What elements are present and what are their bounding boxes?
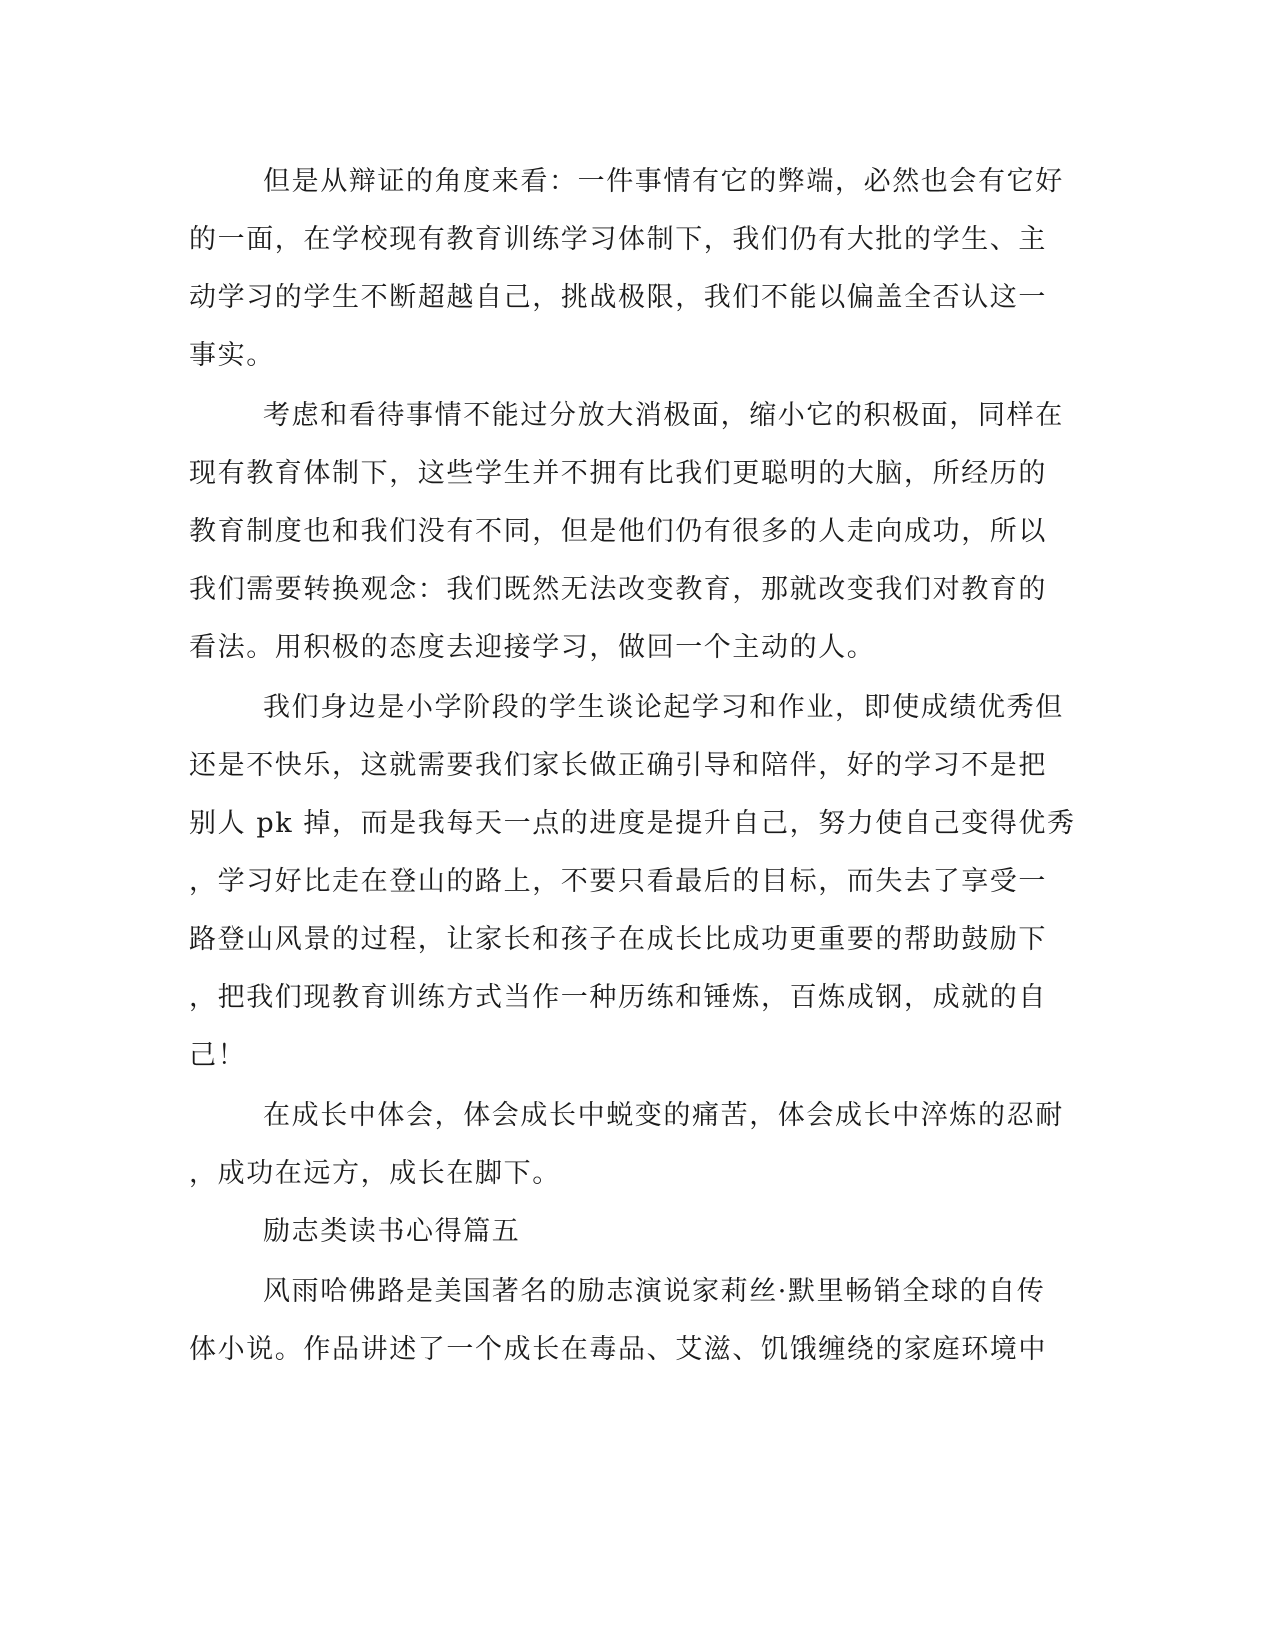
paragraph-1-line-3: 动学习的学生不断超越自己，挑战极限，我们不能以偏盖全否认这一 bbox=[189, 282, 1047, 313]
paragraph-3-line-2: 还是不快乐，这就需要我们家长做正确引导和陪伴，好的学习不是把 bbox=[189, 750, 1047, 781]
paragraph-3-line-4: ，学习好比走在登山的路上，不要只看最后的目标，而失去了享受一 bbox=[189, 866, 1047, 897]
paragraph-3-line-7: 己！ bbox=[189, 1040, 247, 1071]
paragraph-5-line-2: 体小说。作品讲述了一个成长在毒品、艾滋、饥饿缠绕的家庭环境中 bbox=[189, 1334, 1047, 1365]
paragraph-4-line-2: ，成功在远方，成长在脚下。 bbox=[189, 1158, 561, 1189]
paragraph-1-line-2: 的一面，在学校现有教育训练学习体制下，我们仍有大批的学生、主 bbox=[189, 224, 1047, 255]
paragraph-3-line-3: 别人 pk 掉，而是我每天一点的进度是提升自己，努力使自己变得优秀 bbox=[189, 808, 1076, 839]
paragraph-2-line-4: 我们需要转换观念：我们既然无法改变教育，那就改变我们对教育的 bbox=[189, 574, 1047, 605]
paragraph-2-line-3: 教育制度也和我们没有不同，但是他们仍有很多的人走向成功，所以 bbox=[189, 516, 1047, 547]
paragraph-3-line-5: 路登山风景的过程，让家长和孩子在成长比成功更重要的帮助鼓励下 bbox=[189, 924, 1047, 955]
paragraph-1-line-1: 但是从辩证的角度来看：一件事情有它的弊端，必然也会有它好 bbox=[263, 166, 1064, 197]
paragraph-5-line-1: 风雨哈佛路是美国著名的励志演说家莉丝·默里畅销全球的自传 bbox=[263, 1276, 1046, 1307]
paragraph-1-line-4: 事实。 bbox=[189, 340, 275, 371]
paragraph-4-line-1: 在成长中体会，体会成长中蜕变的痛苦，体会成长中淬炼的忍耐 bbox=[263, 1100, 1064, 1131]
paragraph-2-line-5: 看法。用积极的态度去迎接学习，做回一个主动的人。 bbox=[189, 632, 876, 663]
paragraph-2-line-2: 现有教育体制下，这些学生并不拥有比我们更聪明的大脑，所经历的 bbox=[189, 458, 1047, 489]
paragraph-3-line-6: ，把我们现教育训练方式当作一种历练和锤炼，百炼成钢，成就的自 bbox=[189, 982, 1047, 1013]
paragraph-2-line-1: 考虑和看待事情不能过分放大消极面，缩小它的积极面，同样在 bbox=[263, 400, 1064, 431]
paragraph-3-line-1: 我们身边是小学阶段的学生谈论起学习和作业，即使成绩优秀但 bbox=[263, 692, 1064, 723]
section-heading: 励志类读书心得篇五 bbox=[263, 1216, 521, 1247]
